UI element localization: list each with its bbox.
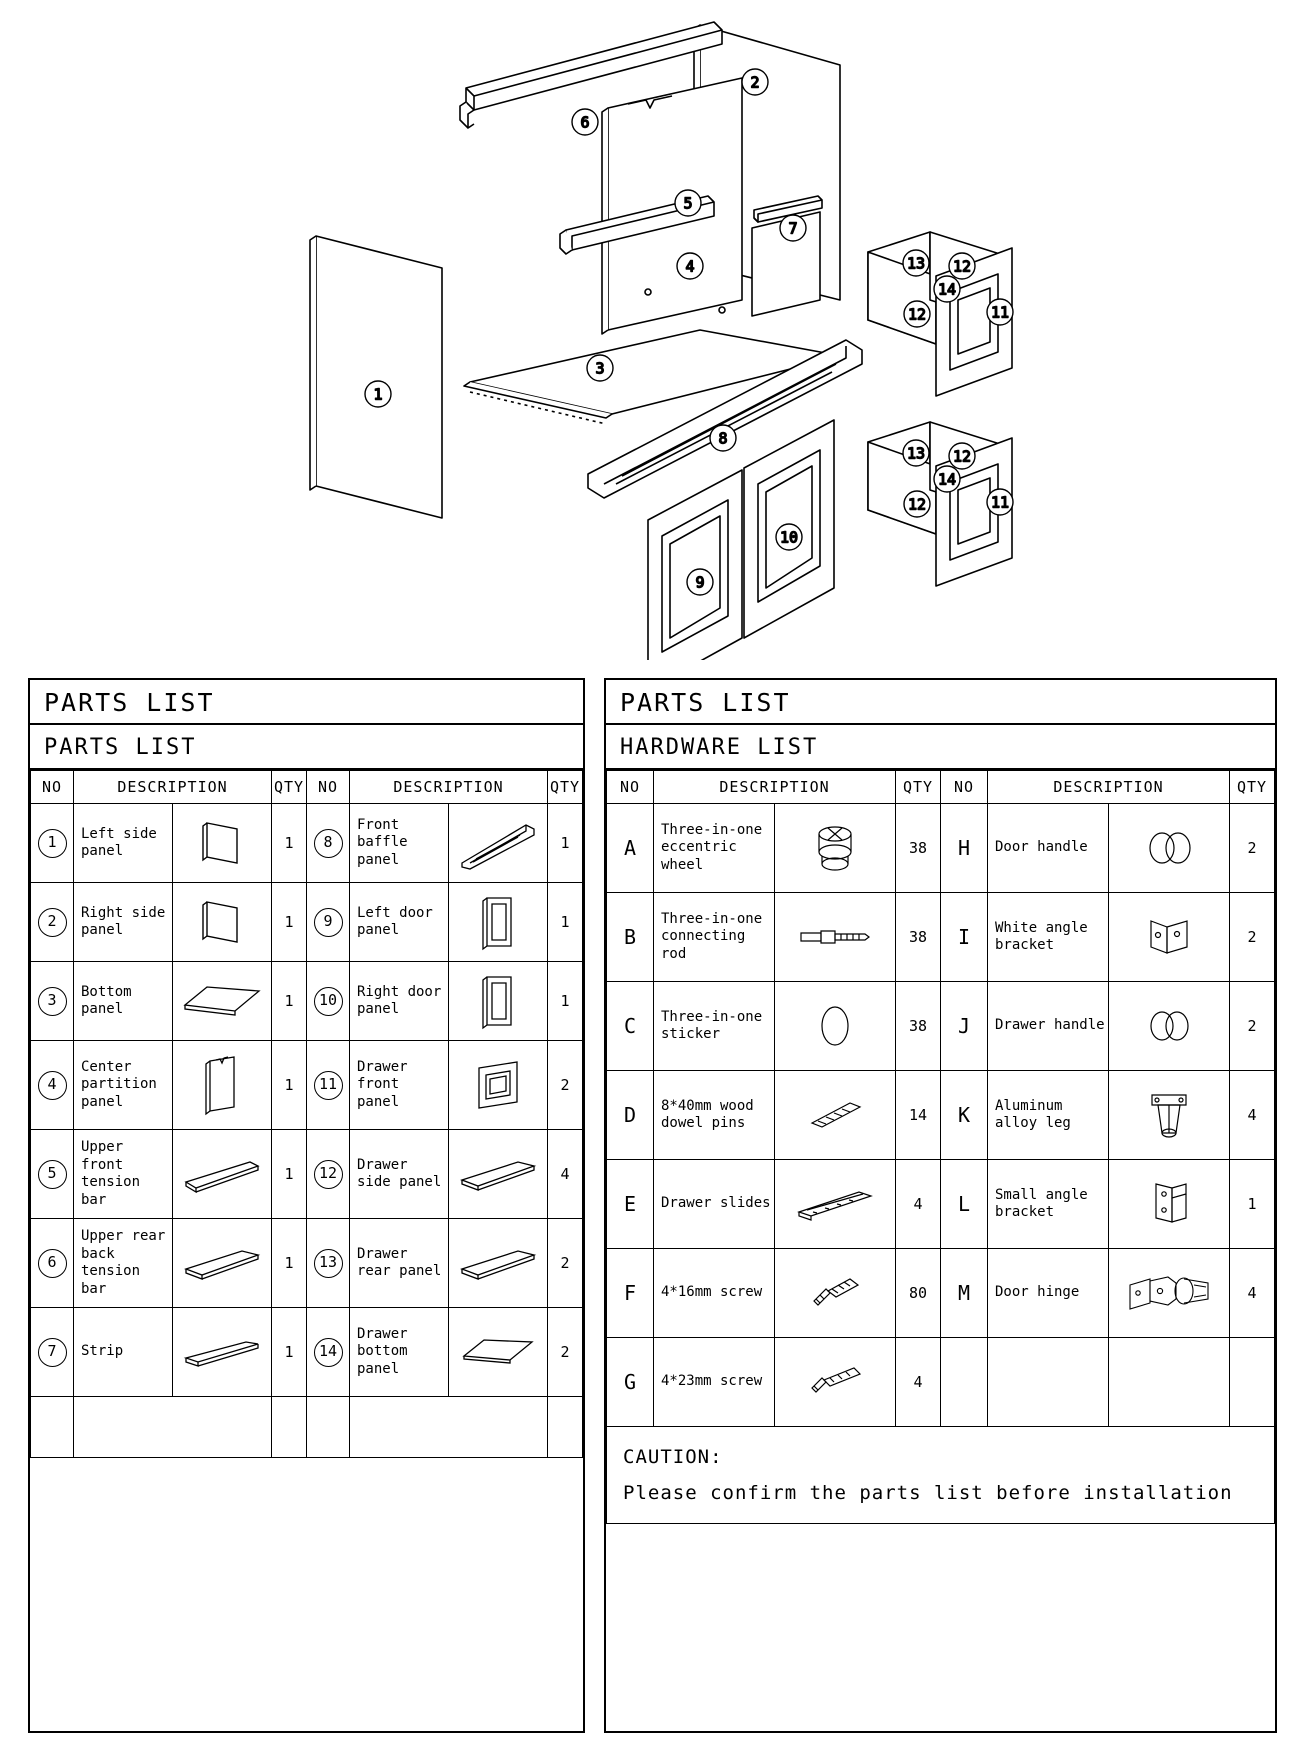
part-thumb-3 [173,962,272,1041]
empty-cell [548,1397,583,1458]
callout-7: 7 [788,219,798,238]
part-qty-7: 1 [272,1308,307,1397]
hardware-letter-b: B [607,893,654,982]
empty-cell [74,1397,272,1458]
hardware-description-f: 4*16mm screw [654,1249,775,1338]
exploded-assembly-diagram [0,0,1305,660]
part-number-4: 4 [31,1041,74,1130]
part-qty-5: 1 [272,1130,307,1219]
hardware-qty-d: 14 [896,1071,941,1160]
hardware-thumb-drawer-handle-icon [1109,982,1230,1071]
hardware-description-g: 4*23mm screw [654,1338,775,1427]
part-qty-2: 1 [272,883,307,962]
part-number-2: 2 [31,883,74,962]
part-qty-9: 1 [548,883,583,962]
table-row [31,1041,583,1130]
callout-5: 5 [683,194,693,213]
hardware-qty-j: 2 [1230,982,1275,1071]
part-number-5: 5 [31,1130,74,1219]
hardware-letter-d: D [607,1071,654,1160]
hardware-qty-i: 2 [1230,893,1275,982]
part-qty-1: 1 [272,804,307,883]
header-no-1: NO [607,771,654,804]
part-qty-6: 1 [272,1219,307,1308]
header-qty-1: QTY [272,771,307,804]
hardware-letter-e: E [607,1160,654,1249]
hardware-description-h: Door handle [988,804,1109,893]
part-description-6: Upper rear back tension bar [74,1219,173,1308]
hardware-qty-m: 4 [1230,1249,1275,1338]
hardware-letter-l: L [941,1160,988,1249]
hardware-list-panel [604,678,1277,1733]
part-qty-11: 2 [548,1041,583,1130]
callout-1: 1 [373,385,383,404]
hardware-thumb-door-handle-icon [1109,804,1230,893]
hardware-thumb-wood-dowel-icon [775,1071,896,1160]
hardware-qty-g: 4 [896,1338,941,1427]
callout-6: 6 [580,113,590,132]
hardware-description-blank [988,1338,1109,1427]
hardware-thumb-screw-23mm-icon [775,1338,896,1427]
part-description-5: Upper front tension bar [74,1130,173,1219]
empty-cell [272,1397,307,1458]
header-qty-2: QTY [548,771,583,804]
hardware-qty-e: 4 [896,1160,941,1249]
callout-4: 4 [685,257,695,276]
part-thumb-14 [449,1308,548,1397]
table-row [31,1130,583,1219]
table-row [607,1160,1275,1249]
parts-list-title: PARTS LIST [30,680,583,725]
callout-12-lower-left: 12 [907,495,927,514]
hardware-thumb-screw-16mm-icon [775,1249,896,1338]
callout-12-upper-left: 12 [907,305,927,324]
callout-10: 10 [779,528,799,547]
table-row [607,1338,1275,1427]
table-row [31,1219,583,1308]
part-description-9: Left door panel [350,883,449,962]
table-row [31,804,583,883]
part-number-1: 1 [31,804,74,883]
hardware-thumb-drawer-slide-icon [775,1160,896,1249]
part-qty-13: 2 [548,1219,583,1308]
part-description-4: Center partition panel [74,1041,173,1130]
table-row-empty [31,1397,583,1458]
table-row [31,883,583,962]
header-qty-1: QTY [896,771,941,804]
part-description-12: Drawer side panel [350,1130,449,1219]
caution-text: Please confirm the parts list before installation [623,1482,1233,1505]
callout-8: 8 [718,429,728,448]
part-number-12: 12 [307,1130,350,1219]
part-thumb-10 [449,962,548,1041]
part-qty-4: 1 [272,1041,307,1130]
parts-table-header [31,771,583,804]
empty-cell [307,1397,350,1458]
table-row [31,1308,583,1397]
part-qty-10: 1 [548,962,583,1041]
hardware-qty-f: 80 [896,1249,941,1338]
part-number-8: 8 [307,804,350,883]
hardware-list-table [606,770,1275,1524]
table-row [607,1249,1275,1338]
callout-14-lower: 14 [937,470,957,489]
hardware-thumb-eccentric-wheel-icon [775,804,896,893]
hardware-thumb-door-hinge-icon [1109,1249,1230,1338]
part-qty-3: 1 [272,962,307,1041]
hardware-description-e: Drawer slides [654,1160,775,1249]
hardware-description-l: Small angle bracket [988,1160,1109,1249]
part-description-3: Bottom panel [74,962,173,1041]
part-thumb-11 [449,1041,548,1130]
hardware-list-subtitle: HARDWARE LIST [606,725,1275,770]
part-thumb-7 [173,1308,272,1397]
hardware-description-a: Three-in-one eccentric wheel [654,804,775,893]
hardware-description-i: White angle bracket [988,893,1109,982]
part-9-left-door-panel [648,470,742,660]
part-thumb-1 [173,804,272,883]
hardware-letter-f: F [607,1249,654,1338]
part-thumb-5 [173,1130,272,1219]
hardware-letter-blank [941,1338,988,1427]
hardware-description-b: Three-in-one connecting rod [654,893,775,982]
callout-12-upper-right: 12 [952,257,972,276]
header-qty-2: QTY [1230,771,1275,804]
hardware-letter-a: A [607,804,654,893]
callout-3: 3 [595,359,605,378]
header-description-2: DESCRIPTION [350,771,548,804]
part-number-14: 14 [307,1308,350,1397]
part-thumb-6 [173,1219,272,1308]
hardware-description-c: Three-in-one sticker [654,982,775,1071]
part-description-14: Drawer bottom panel [350,1308,449,1397]
part-description-13: Drawer rear panel [350,1219,449,1308]
parts-list-subtitle: PARTS LIST [30,725,583,770]
part-qty-14: 2 [548,1308,583,1397]
hardware-qty-h: 2 [1230,804,1275,893]
part-number-9: 9 [307,883,350,962]
part-description-10: Right door panel [350,962,449,1041]
table-row [607,982,1275,1071]
hardware-letter-k: K [941,1071,988,1160]
part-description-2: Right side panel [74,883,173,962]
hardware-letter-c: C [607,982,654,1071]
hardware-thumb-small-angle-bracket-icon [1109,1160,1230,1249]
part-number-10: 10 [307,962,350,1041]
part-description-1: Left side panel [74,804,173,883]
hardware-thumb-alloy-leg-icon [1109,1071,1230,1160]
caution-title: CAUTION: [623,1446,723,1468]
table-row [607,893,1275,982]
hardware-thumb-connecting-rod-icon [775,893,896,982]
hardware-description-d: 8*40mm wood dowel pins [654,1071,775,1160]
hardware-letter-h: H [941,804,988,893]
callout-14-upper: 14 [937,280,957,299]
hardware-qty-l: 1 [1230,1160,1275,1249]
caution-row [607,1427,1275,1524]
empty-cell [31,1397,74,1458]
parts-list-table [30,770,583,1458]
part-description-7: Strip [74,1308,173,1397]
callout-12-lower-right: 12 [952,447,972,466]
part-number-11: 11 [307,1041,350,1130]
table-row [607,1071,1275,1160]
part-thumb-9 [449,883,548,962]
hardware-letter-m: M [941,1249,988,1338]
hardware-qty-a: 38 [896,804,941,893]
hardware-qty-c: 38 [896,982,941,1071]
part-description-8: Front baffle panel [350,804,449,883]
hardware-qty-b: 38 [896,893,941,982]
part-qty-8: 1 [548,804,583,883]
part-description-11: Drawer front panel [350,1041,449,1130]
part-qty-12: 4 [548,1130,583,1219]
hardware-letter-j: J [941,982,988,1071]
callout-11-upper: 11 [990,303,1010,322]
hardware-thumb-white-angle-bracket-icon [1109,893,1230,982]
table-row [607,804,1275,893]
hardware-thumb-blank [1109,1338,1230,1427]
part-thumb-4 [173,1041,272,1130]
hardware-description-k: Aluminum alloy leg [988,1071,1109,1160]
header-description-2: DESCRIPTION [988,771,1230,804]
part-number-13: 13 [307,1219,350,1308]
callout-11-lower: 11 [990,493,1010,512]
part-thumb-13 [449,1219,548,1308]
table-row [31,962,583,1041]
hardware-letter-g: G [607,1338,654,1427]
hardware-letter-i: I [941,893,988,982]
header-no-1: NO [31,771,74,804]
header-description-1: DESCRIPTION [654,771,896,804]
callout-13-upper: 13 [906,254,926,273]
hardware-qty-blank [1230,1338,1275,1427]
hardware-description-m: Door hinge [988,1249,1109,1338]
part-number-7: 7 [31,1308,74,1397]
parts-list-panel [28,678,585,1733]
hardware-list-title: PARTS LIST [606,680,1275,725]
callout-13-lower: 13 [906,444,926,463]
part-thumb-8 [449,804,548,883]
header-no-2: NO [941,771,988,804]
part-thumb-12 [449,1130,548,1219]
header-description-1: DESCRIPTION [74,771,272,804]
part-thumb-2 [173,883,272,962]
empty-cell [350,1397,548,1458]
part-number-3: 3 [31,962,74,1041]
part-number-6: 6 [31,1219,74,1308]
header-no-2: NO [307,771,350,804]
hardware-table-header [607,771,1275,804]
callout-2: 2 [750,73,760,92]
part-1-left-side-panel [310,236,442,518]
hardware-qty-k: 4 [1230,1071,1275,1160]
hardware-thumb-sticker-icon [775,982,896,1071]
callout-9: 9 [695,573,705,592]
hardware-description-j: Drawer handle [988,982,1109,1071]
